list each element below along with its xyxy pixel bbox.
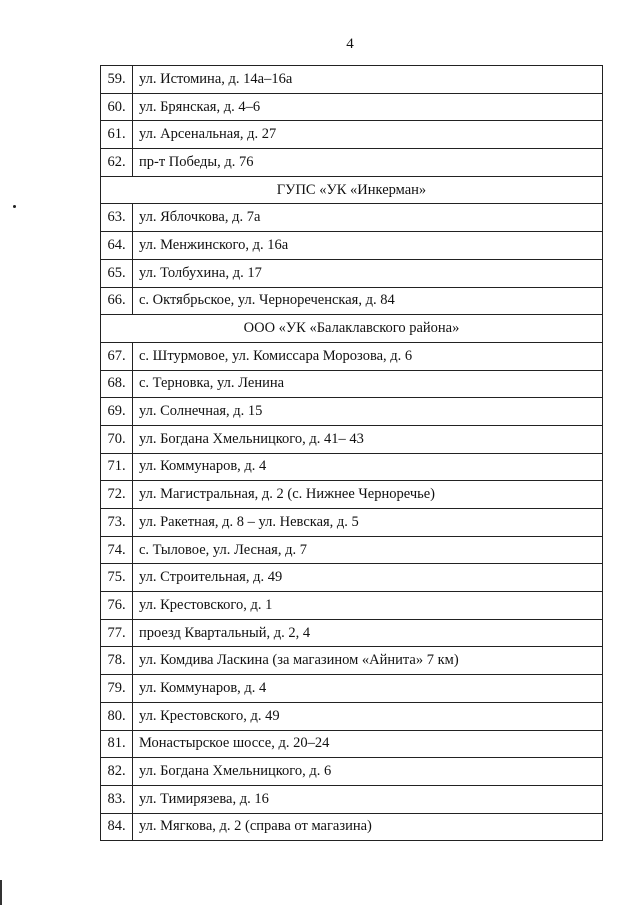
row-number: 67. bbox=[101, 342, 133, 370]
table-row bbox=[101, 425, 603, 453]
row-address: ул. Коммунаров, д. 4 bbox=[133, 453, 603, 481]
row-number: 79. bbox=[101, 675, 133, 703]
row-address: Монастырское шоссе, д. 20–24 bbox=[133, 730, 603, 758]
row-number: 77. bbox=[101, 619, 133, 647]
row-number: 65. bbox=[101, 259, 133, 287]
row-address: ул. Яблочкова, д. 7а bbox=[133, 204, 603, 232]
table-row bbox=[101, 93, 603, 121]
row-address: ул. Богдана Хмельницкого, д. 41– 43 bbox=[133, 425, 603, 453]
row-address: ул. Толбухина, д. 17 bbox=[133, 259, 603, 287]
table-row bbox=[101, 121, 603, 149]
row-address: с. Октябрьское, ул. Чернореченская, д. 84 bbox=[133, 287, 603, 315]
row-number: 62. bbox=[101, 149, 133, 177]
table-row bbox=[101, 287, 603, 315]
table-row bbox=[101, 619, 603, 647]
table-row bbox=[101, 66, 603, 94]
table-row bbox=[101, 702, 603, 730]
row-number: 84. bbox=[101, 813, 133, 841]
row-address: ул. Арсенальная, д. 27 bbox=[133, 121, 603, 149]
table-row bbox=[101, 509, 603, 537]
page-number: 4 bbox=[346, 36, 354, 52]
row-number: 69. bbox=[101, 398, 133, 426]
group-header-row bbox=[101, 315, 603, 343]
row-number: 60. bbox=[101, 93, 133, 121]
row-address: ул. Брянская, д. 4–6 bbox=[133, 93, 603, 121]
table-row bbox=[101, 259, 603, 287]
row-address: с. Терновка, ул. Ленина bbox=[133, 370, 603, 398]
row-address: ул. Тимирязева, д. 16 bbox=[133, 785, 603, 813]
row-number: 66. bbox=[101, 287, 133, 315]
table-row bbox=[101, 398, 603, 426]
row-address: ул. Менжинского, д. 16а bbox=[133, 232, 603, 260]
row-address: ул. Строительная, д. 49 bbox=[133, 564, 603, 592]
row-number: 63. bbox=[101, 204, 133, 232]
table-row bbox=[101, 149, 603, 177]
table-row bbox=[101, 370, 603, 398]
group-header: ООО «УК «Балаклавского района» bbox=[101, 315, 603, 343]
row-address: ул. Богдана Хмельницкого, д. 6 bbox=[133, 758, 603, 786]
group-header-row bbox=[101, 176, 603, 204]
row-number: 81. bbox=[101, 730, 133, 758]
row-number: 76. bbox=[101, 592, 133, 620]
row-number: 59. bbox=[101, 66, 133, 94]
row-number: 61. bbox=[101, 121, 133, 149]
row-number: 71. bbox=[101, 453, 133, 481]
scan-speck bbox=[13, 205, 16, 208]
row-number: 73. bbox=[101, 509, 133, 537]
row-number: 78. bbox=[101, 647, 133, 675]
row-address: проезд Квартальный, д. 2, 4 bbox=[133, 619, 603, 647]
row-address: ул. Крестовского, д. 1 bbox=[133, 592, 603, 620]
row-address: ул. Комдива Ласкина (за магазином «Айнита» 7 км) bbox=[133, 647, 603, 675]
row-address: ул. Коммунаров, д. 4 bbox=[133, 675, 603, 703]
row-number: 80. bbox=[101, 702, 133, 730]
table-row bbox=[101, 342, 603, 370]
row-number: 83. bbox=[101, 785, 133, 813]
row-number: 74. bbox=[101, 536, 133, 564]
table-row bbox=[101, 730, 603, 758]
table-row bbox=[101, 481, 603, 509]
row-address: ул. Крестовского, д. 49 bbox=[133, 702, 603, 730]
scan-edge-mark bbox=[0, 880, 2, 905]
table-row bbox=[101, 675, 603, 703]
row-address: ул. Мягкова, д. 2 (справа от магазина) bbox=[133, 813, 603, 841]
table-row bbox=[101, 536, 603, 564]
table-row bbox=[101, 758, 603, 786]
row-address: с. Тыловое, ул. Лесная, д. 7 bbox=[133, 536, 603, 564]
row-number: 75. bbox=[101, 564, 133, 592]
row-number: 70. bbox=[101, 425, 133, 453]
table-row bbox=[101, 785, 603, 813]
table-row bbox=[101, 232, 603, 260]
row-number: 64. bbox=[101, 232, 133, 260]
table-row bbox=[101, 813, 603, 841]
row-address: пр-т Победы, д. 76 bbox=[133, 149, 603, 177]
address-table-body bbox=[101, 66, 603, 841]
row-number: 68. bbox=[101, 370, 133, 398]
table-row bbox=[101, 647, 603, 675]
table-row bbox=[101, 564, 603, 592]
row-address: ул. Истомина, д. 14а–16а bbox=[133, 66, 603, 94]
row-number: 82. bbox=[101, 758, 133, 786]
row-address: с. Штурмовое, ул. Комиссара Морозова, д. 6 bbox=[133, 342, 603, 370]
address-table bbox=[100, 65, 603, 841]
row-address: ул. Солнечная, д. 15 bbox=[133, 398, 603, 426]
row-address: ул. Ракетная, д. 8 – ул. Невская, д. 5 bbox=[133, 509, 603, 537]
table-row bbox=[101, 592, 603, 620]
group-header: ГУПС «УК «Инкерман» bbox=[101, 176, 603, 204]
table-row bbox=[101, 204, 603, 232]
row-number: 72. bbox=[101, 481, 133, 509]
table-row bbox=[101, 453, 603, 481]
row-address: ул. Магистральная, д. 2 (с. Нижнее Черноречье) bbox=[133, 481, 603, 509]
